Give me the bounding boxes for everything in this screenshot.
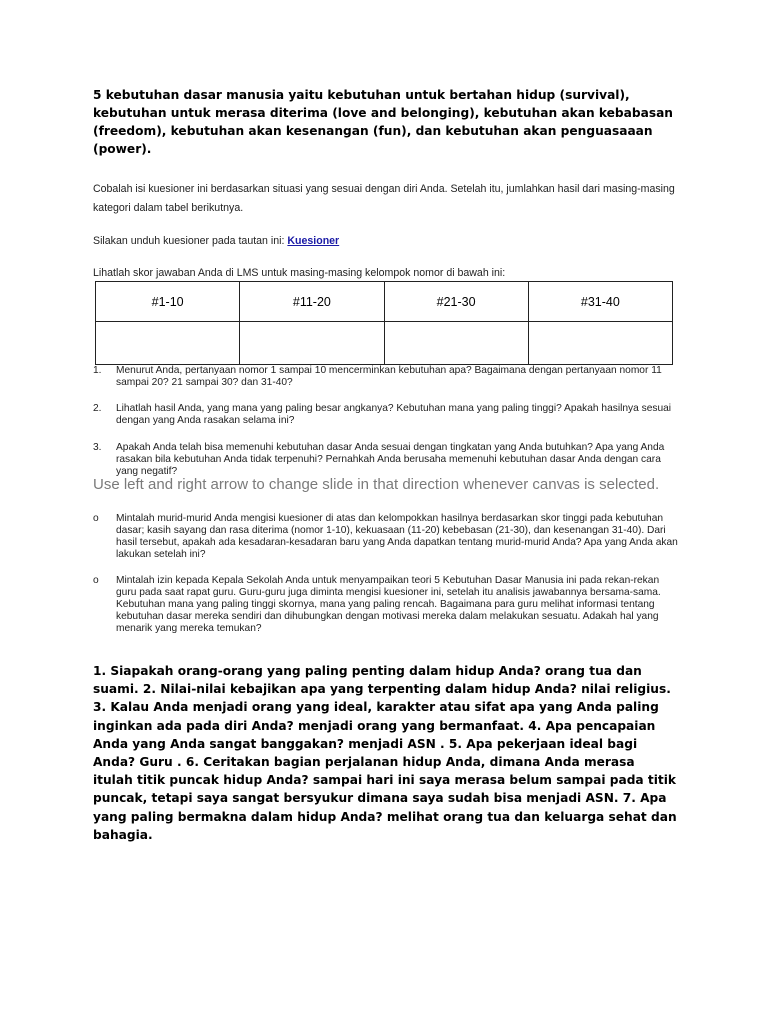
score-table-header-row <box>96 282 673 322</box>
score-header-21-30: #21-30 <box>384 282 528 322</box>
question-number: 2. <box>93 403 102 414</box>
score-cell-21-30[interactable] <box>384 322 528 365</box>
score-header-11-20: #11-20 <box>240 282 384 322</box>
fill-instruction: Cobalah isi kuesioner ini berdasarkan situasi yang sesuai dengan diri Anda. Setelah itu, jumlahkan hasil dari masing-masing kategori dalam tabel berikutnya. <box>93 183 675 214</box>
question-item-2 <box>93 403 678 427</box>
question-item-3 <box>93 442 678 478</box>
question-number: 1. <box>93 365 102 376</box>
bullet-marker: o <box>93 513 99 524</box>
bullet-text: Mintalah murid-murid Anda mengisi kuesioner di atas dan kelompokkan hasilnya berdasarkan skor tinggi pada kebutuhan dasar; kasih sayang dan rasa diterima (nomor 1-10), kekuasaan (11-20) kebebasan (21-30), dan kesenangan 31-40). Dari hasil tersebut, apakah ada kesadaran-kesadaran baru yang Anda dapatkan tentang murid-murid Anda? Apa yang Anda akan lakukan setelah ini? <box>116 513 678 560</box>
kuesioner-link[interactable]: Kuesioner <box>287 235 340 247</box>
score-header-1-10: #1-10 <box>96 282 240 322</box>
question-text: Lihatlah hasil Anda, yang mana yang paling besar angkanya? Kebutuhan mana yang paling tinggi? Apakah hasilnya sesuai dengan yang Anda rasakan selama ini? <box>116 403 672 426</box>
score-cell-11-20[interactable] <box>240 322 384 365</box>
question-text: Apakah Anda telah bisa memenuhi kebutuhan dasar Anda sesuai dengan tingkatan yang Anda butuhkan? Apa yang Anda rasakan bila kebutuhan Anda tidak terpenuhi? Pernahkah Anda berusaha memenuhi kebutuhan dasar Anda dengan cara yang negatif? <box>116 442 665 477</box>
download-prefix: Silakan unduh kuesioner pada tautan ini: <box>93 235 288 247</box>
question-item-1 <box>93 365 678 389</box>
question-text: Menurut Anda, pertanyaan nomor 1 sampai 10 mencerminkan kebutuhan apa? Bagaimana dengan pertanyaan nomor 11 sampai 20? 21 sampai 30? dan 31-40? <box>116 365 662 388</box>
intro-paragraph: 5 kebutuhan dasar manusia yaitu kebutuhan untuk bertahan hidup (survival), kebutuhan untuk merasa diterima (love and belonging), kebutuhan akan kebabasan (freedom), kebutuhan akan kesenangan (fun), dan kebutuhan akan penguasaaan (power). <box>93 88 673 156</box>
bullet-text: Mintalah izin kepada Kepala Sekolah Anda untuk menyampaikan teori 5 Kebutuhan Dasar Manusia ini pada rekan-rekan guru pada saat rapat guru. Guru-guru juga diminta mengisi kuesioner ini, setelah itu analisis jawabannya bersama-sama. Kebutuhan mana yang paling tinggi skornya, mana yang paling rencah. Bagaimana para guru melihat informasi tentang kebutuhan dasar mereka sendiri dan dihubungkan dengan motivasi mereka dalam melakukan sesuatu. Adakah hal yang menarik yang mereka temukan? <box>116 575 661 634</box>
score-cell-31-40[interactable] <box>528 322 672 365</box>
answers-summary: 1. Siapakah orang-orang yang paling penting dalam hidup Anda? orang tua dan suami. 2. Nilai-nilai kebajikan apa yang terpenting dalam hidup Anda? nilai religius. 3. Kalau Anda menjadi orang yang ideal, karakter atau sifat apa yang Anda paling inginkan ada pada diri Anda? menjadi orang yang bermanfaat. 4. Apa pencapaian Anda yang Anda sangat banggakan? menjadi ASN . 5. Apa pekerjaan ideal bagi Anda? Guru . 6. Ceritakan bagian perjalanan hidup Anda, dimana Anda merasa itulah titik puncak hidup Anda? sampai hari ini saya merasa belum sampai pada titik puncak, tetapi saya sangat bersyukur dimana saya sudah bisa menjadi ASN. 7. Apa yang paling bermakna dalam hidup Anda? melihat orang tua dan keluarga sehat dan bahagia. <box>93 664 677 842</box>
score-table-value-row <box>96 322 673 365</box>
download-instruction <box>93 232 678 251</box>
bullet-item-1 <box>93 513 678 561</box>
bullet-item-2 <box>93 575 678 635</box>
slide-navigation-hint: Use left and right arrow to change slide in that direction whenever canvas is selected. <box>93 477 677 507</box>
score-instruction: Lihatlah skor jawaban Anda di LMS untuk masing-masing kelompok nomor di bawah ini: <box>93 267 506 279</box>
score-table <box>95 281 673 365</box>
score-cell-1-10[interactable] <box>96 322 240 365</box>
bullet-marker: o <box>93 575 99 586</box>
score-header-31-40: #31-40 <box>528 282 672 322</box>
question-number: 3. <box>93 442 102 453</box>
